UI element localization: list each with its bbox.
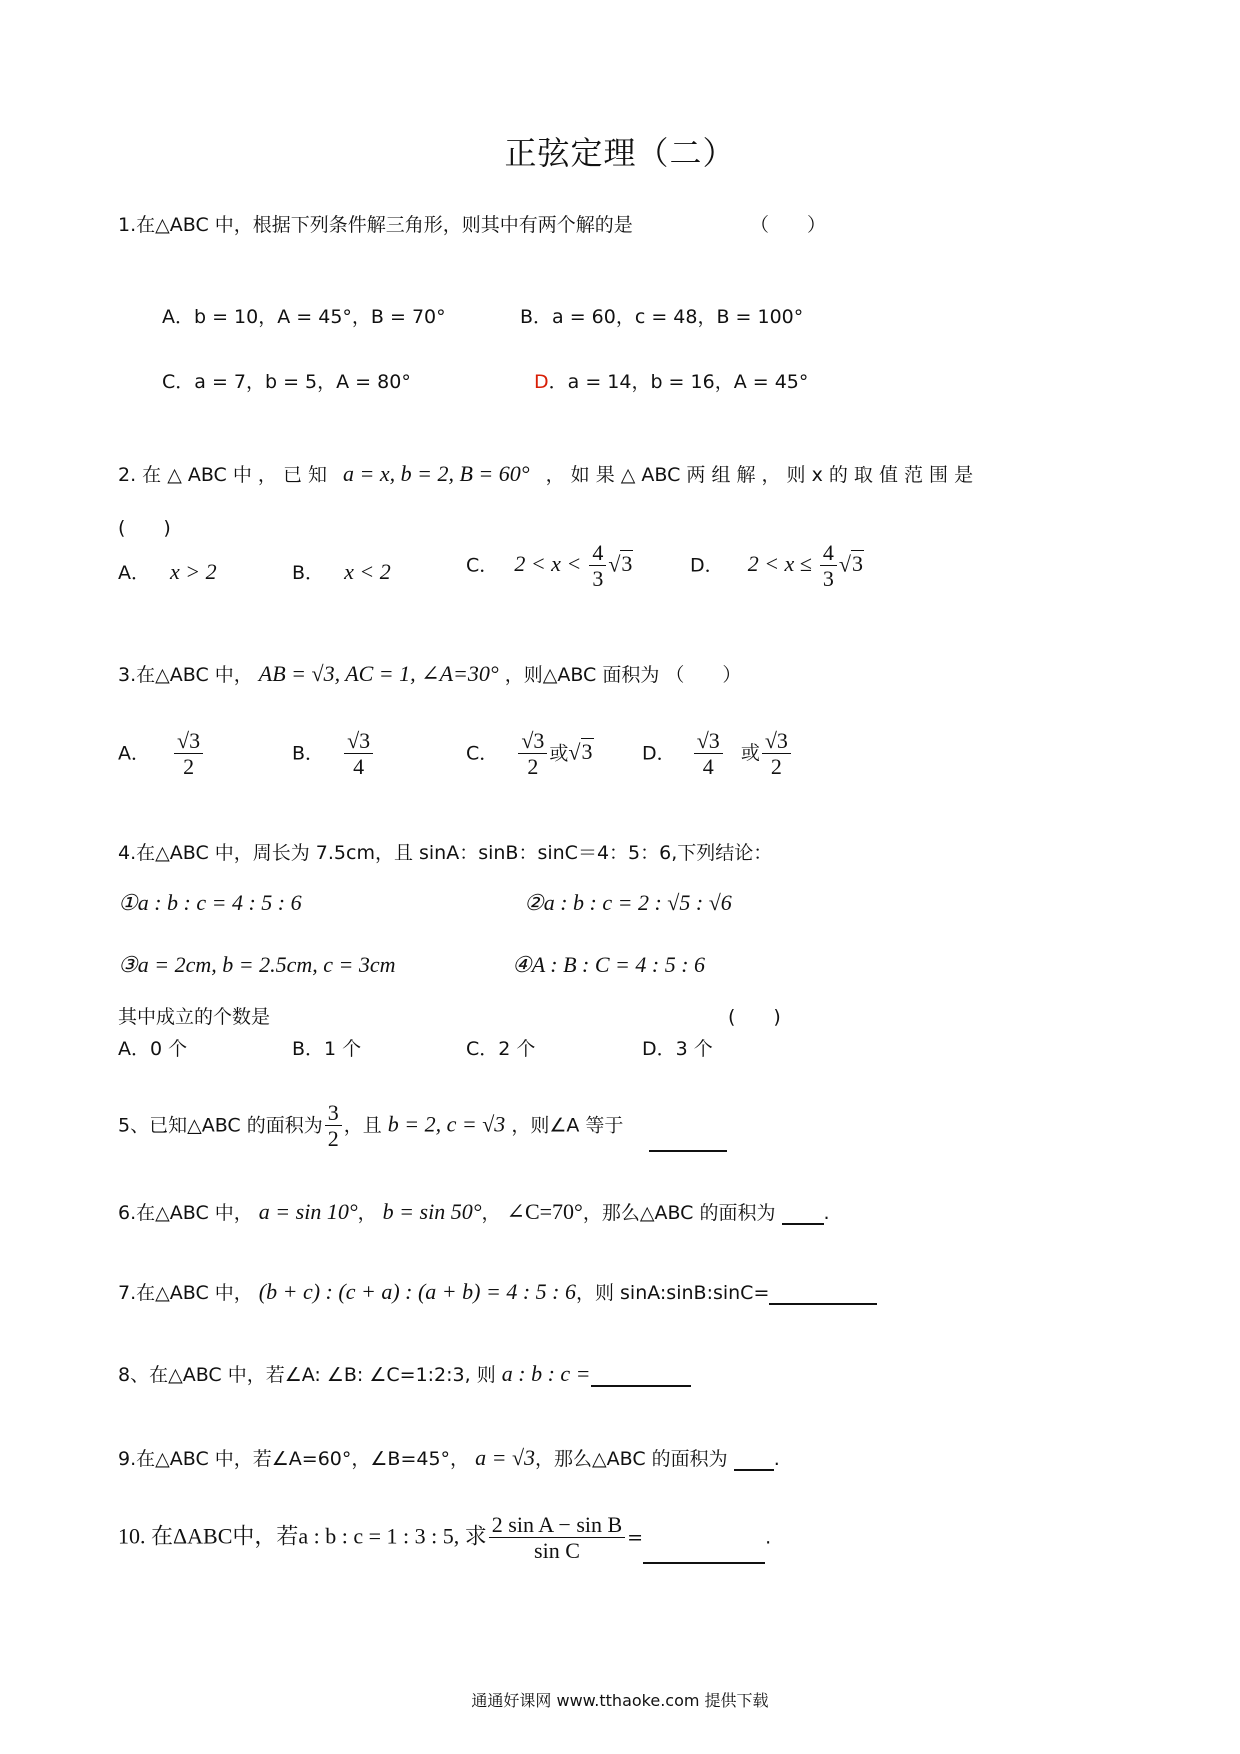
q4-ask: 其中成立的个数是 (118, 1006, 271, 1028)
q2-option-d-expr: 2 < x ≤ (747, 551, 812, 577)
q2-c-frac-num: 4 (589, 540, 606, 566)
q6-pre: 6.在△ABC 中， (118, 1202, 253, 1224)
q3-d-num-1: √3 (694, 728, 723, 754)
q2-option-b-expr: x < 2 (344, 559, 391, 584)
q1-option-a: A．b = 10，A = 45°，B = 70° (162, 306, 446, 328)
q2-option-c-label: C． (466, 554, 499, 577)
q5-pre: 5、已知△ABC 的面积为 (118, 1114, 323, 1137)
q3-option-c-fraction (518, 728, 547, 780)
q5-num: 3 (325, 1100, 342, 1126)
q9-pre: 9.在△ABC 中，若∠A=60°，∠B=45°， (118, 1448, 470, 1470)
q10-fraction (489, 1512, 625, 1564)
q8-pre: 8、在△ABC 中，若∠A: ∠B: ∠C=1:2:3, 则 (118, 1364, 496, 1386)
q3-c-num: √3 (518, 728, 547, 754)
question-5 (118, 1100, 727, 1152)
q4-statement-4: ④A : B : C = 4 : 5 : 6 (512, 952, 706, 977)
q2-option-c-expr: 2 < x < (514, 551, 582, 577)
q6-post: ，那么△ABC 的面积为 (582, 1202, 776, 1224)
q2-option-c-sqrt: √3 (608, 551, 633, 577)
question-9 (118, 1444, 780, 1471)
q5-den: 2 (327, 1126, 339, 1152)
q1-option-b: B．a = 60，c = 48，B = 100° (520, 306, 804, 328)
q3-a-radicand: 3 (189, 728, 201, 753)
q9-expr: a = √3 (475, 1445, 536, 1470)
q4-option-b: B．1 个 (292, 1038, 362, 1060)
question-10 (118, 1512, 771, 1564)
q4-option-a: A．0 个 (118, 1038, 188, 1060)
q3-c-den: 2 (527, 754, 539, 780)
q3-option-c-label: C． (466, 742, 499, 765)
q7-expr: (b + c) : (c + a) : (a + b) = 4 : 5 : 6 (258, 1279, 576, 1304)
q3-d-den-1: 4 (702, 754, 714, 780)
q7-pre: 7.在△ABC 中， (118, 1282, 253, 1304)
q2-option-c (466, 540, 633, 592)
q10-num: 2 sin A − sin B (489, 1512, 625, 1538)
q5-answer-blank[interactable] (649, 1130, 727, 1152)
q3-option-a (118, 728, 205, 780)
q3-b-radicand: 3 (359, 728, 371, 753)
q2-option-a-label: A． (118, 562, 150, 584)
q3-option-b-label: B． (292, 742, 325, 765)
q4-statement-1: ①a : b : c = 4 : 5 : 6 (118, 890, 302, 915)
q1-option-d (534, 367, 808, 394)
q6-answer-blank[interactable] (782, 1203, 824, 1225)
q5-mid: ，且 (343, 1114, 382, 1137)
q1-stem-text: 1.在△ABC 中，根据下列条件解三角形，则其中有两个解的是 (118, 214, 633, 236)
q3-d-radicand-2: 3 (776, 728, 788, 753)
page-title: 正弦定理（二） (504, 134, 736, 172)
q4-statement-3: ③a = 2cm, b = 2.5cm, c = 3cm (118, 952, 396, 977)
q3-option-a-fraction (174, 728, 203, 780)
q3-option-b (292, 728, 375, 780)
q2-option-a-expr: x > 2 (170, 559, 217, 584)
q2-option-a (118, 558, 217, 585)
question-3-stem (118, 660, 741, 687)
q10-pre: 10. 在ΔABC中，若a : b : c = 1 : 3 : 5, 求 (118, 1523, 487, 1549)
question-7 (118, 1278, 877, 1305)
question-2-stem (118, 460, 973, 487)
q10-answer-blank[interactable] (643, 1542, 765, 1564)
q1-answer-paren: （ ） (750, 214, 827, 236)
q10-eq: = (627, 1526, 644, 1549)
q2-d-radicand: 3 (852, 551, 863, 577)
q3-d-den-2: 2 (770, 754, 782, 780)
q7-post: ，则 sinA:sinB:sinC= (575, 1282, 770, 1304)
q3-option-d-fraction-1 (694, 728, 723, 780)
q3-stem-pre: 3.在△ABC 中， (118, 664, 253, 686)
q5-fraction (325, 1100, 342, 1152)
q2-option-b-label: B． (292, 562, 325, 584)
q2-option-b (292, 558, 391, 585)
q3-a-den: 2 (183, 754, 195, 780)
q3-stem-post: ，则△ABC 面积为 （ ） (504, 664, 742, 686)
q4-option-c: C．2 个 (466, 1038, 536, 1060)
q1-option-d-letter: D (534, 371, 549, 393)
q10-end: . (765, 1526, 772, 1549)
q2-c-radicand: 3 (621, 551, 633, 577)
q5-post: ，则∠A 等于 (511, 1114, 624, 1137)
q3-option-b-fraction (344, 728, 373, 780)
q3-a-num: √3 (174, 728, 203, 754)
q1-option-c: C．a = 7，b = 5，A = 80° (162, 371, 411, 393)
q3-d-num-2: √3 (762, 728, 791, 754)
q3-condition: AB = √3, AC = 1, ∠A=30° (258, 661, 499, 686)
q4-statement-2: ②a : b : c = 2 : √5 : √6 (524, 890, 732, 915)
q9-end: . (773, 1448, 780, 1470)
q3-option-d (642, 728, 793, 780)
q6-b: b = sin 50° (382, 1199, 482, 1224)
q3-d-radicand-1: 3 (708, 728, 720, 753)
q3-option-c-or: 或 (549, 742, 569, 765)
q8-expr: a : b : c = (501, 1361, 591, 1386)
q6-end: . (823, 1202, 830, 1224)
q2-stem-post: ， 如 果 △ ABC 两 组 解 ， 则 x 的 取 值 范 围 是 (545, 464, 974, 486)
q2-d-frac-num: 4 (820, 540, 837, 566)
q2-answer-paren: ( ) (118, 517, 171, 539)
q6-c: ∠C=70° (506, 1199, 583, 1224)
q7-answer-blank[interactable] (769, 1283, 877, 1305)
q3-option-d-or: 或 (740, 742, 760, 765)
page-footer: 通通好课网 www.tthaoke.com 提供下载 (471, 1691, 769, 1710)
q9-post: ，那么△ABC 的面积为 (535, 1448, 728, 1470)
q9-answer-blank[interactable] (734, 1449, 774, 1471)
q3-option-c (466, 728, 594, 780)
q2-option-d-label: D． (690, 554, 724, 577)
q3-option-d-label: D． (642, 742, 676, 765)
question-6: 6.在△ABC 中， a = sin 10°， b = sin 50°， ∠C=70°，那么△ABC 的面积为 . (118, 1199, 830, 1224)
q2-condition: a = x, b = 2, B = 60° (343, 461, 530, 486)
q10-den: sin C (534, 1538, 580, 1564)
q2-option-d-fraction (820, 540, 837, 592)
q4-answer-paren: ( ) (728, 1006, 781, 1028)
q6-a: a = sin 10° (258, 1199, 358, 1224)
q3-option-a-label: A． (118, 742, 150, 765)
q1-option-d-text: ．a = 14，b = 16，A = 45° (548, 371, 809, 393)
q8-answer-blank[interactable] (591, 1365, 691, 1387)
q2-option-d-sqrt: √3 (838, 551, 863, 577)
q3-c-radicand: 3 (533, 728, 545, 753)
q2-option-c-fraction (589, 540, 606, 592)
q4-option-d: D．3 个 (642, 1038, 713, 1060)
q3-b-den: 4 (353, 754, 365, 780)
question-1-stem (118, 210, 633, 237)
q2-stem-pre: 2. 在 △ ABC 中 ， 已 知 (118, 464, 327, 486)
q2-c-frac-den: 3 (592, 566, 604, 592)
q3-b-num: √3 (344, 728, 373, 754)
question-4-stem: 4.在△ABC 中，周长为 7.5cm，且 sinA：sinB：sinC＝4：5：6,下列结论： (118, 842, 773, 864)
q2-d-frac-den: 3 (822, 566, 834, 592)
q3-option-d-fraction-2 (762, 728, 791, 780)
q3-option-c-sqrt: √3 (568, 739, 593, 765)
q2-option-d (690, 540, 864, 592)
q5-condition: b = 2, c = √3 (387, 1111, 506, 1137)
question-8 (118, 1360, 691, 1387)
q3-c-sqrt-radicand: 3 (581, 739, 593, 765)
